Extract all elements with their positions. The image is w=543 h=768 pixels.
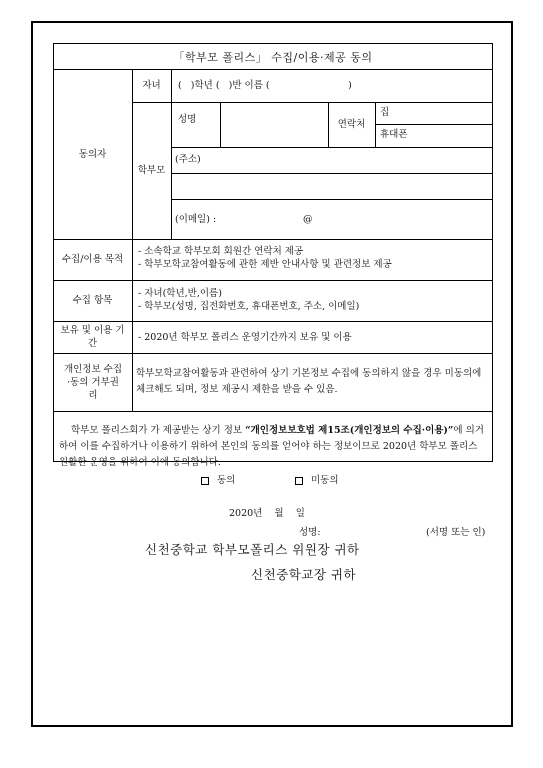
consenter-label: 동의자 xyxy=(78,148,107,160)
collected-items-label: 수집 항목 xyxy=(72,295,113,306)
address-field[interactable] xyxy=(173,174,491,198)
home-phone-label: 집 xyxy=(380,107,390,118)
parent-name-field[interactable] xyxy=(222,103,326,146)
recipient-principal: 신천중학교장 귀하 xyxy=(251,567,357,582)
parent-label: 학부모 xyxy=(137,165,166,176)
contact-label: 연락처 xyxy=(337,119,366,130)
list-item: - 학부모(성명, 집전화번호, 휴대폰번호, 주소, 이메일) xyxy=(138,301,360,312)
list-item: - 소속학교 학부모회 회원간 연락처 제공 xyxy=(138,246,304,257)
purpose-list xyxy=(138,245,488,277)
agree-option[interactable] xyxy=(201,474,271,488)
table-right-border xyxy=(492,69,493,461)
refusal-right-text: 학부모학교참여활동과 관련하여 상기 기본정보 수집에 동의하지 않을 경우 미동의에 체크해도 되며, 정보 제공시 제한을 받을 수 있음. xyxy=(136,368,482,395)
signature-hint: (서명 또는 인) xyxy=(426,527,486,538)
email-at-sign: @ xyxy=(303,214,313,225)
purpose-label: 수집/이용 목적 xyxy=(61,254,124,265)
statement-suffix: 에 의거하여 이를 수집하거나 이용하기 위하여 본인의 동의를 얻어야 하는 정보이므로 2020년 학부모 폴리스 원활한 운영을 위하여 이에 동의합니다. xyxy=(59,425,484,468)
list-item: - 학부모학교참여활동에 관한 제반 안내사항 및 관련정보 제공 xyxy=(138,259,392,270)
form-title: 「학부모 폴리스」 수집/이용·제공 동의 xyxy=(53,43,493,69)
signature-name-label: 성명: xyxy=(299,527,321,538)
agree-label: 동의 xyxy=(217,475,236,486)
child-label: 자녀 xyxy=(142,80,161,91)
parent-name-label: 성명 xyxy=(178,114,197,125)
signature-field[interactable] xyxy=(341,524,425,540)
disagree-option[interactable] xyxy=(295,474,375,488)
consent-statement xyxy=(59,423,489,471)
recipient-committee-chair: 신천중학교 학부모폴리스 위원장 귀하 xyxy=(145,542,360,557)
disagree-label: 미동의 xyxy=(311,475,339,486)
collected-items-list xyxy=(138,287,488,319)
consent-form xyxy=(31,21,513,727)
mobile-phone-label: 휴대폰 xyxy=(380,129,408,140)
child-value: ( )학년 ( )반 이름 ( ) xyxy=(178,80,352,91)
agree-checkbox[interactable] xyxy=(201,477,209,485)
retention-label: 보유 및 이용 기간 xyxy=(60,325,125,349)
retention-text: - 2020년 학부모 폴리스 운영기간까지 보유 및 이용 xyxy=(138,331,352,343)
address-label: (주소) xyxy=(175,154,201,165)
email-label: (이메일) : xyxy=(175,214,217,225)
disagree-checkbox[interactable] xyxy=(295,477,303,485)
statement-law-reference: “개인정보보호법 제15조(개인정보의 수집·이용)” xyxy=(245,425,454,436)
refusal-right-label: 개인정보 수집·동의 거부권리 xyxy=(63,363,123,401)
statement-prefix: 학부모 폴리스회가 가 제공받는 상기 정보 xyxy=(71,425,246,436)
list-item: - 자녀(학년,반,이름) xyxy=(138,288,222,299)
date-line: 2020년 월 일 xyxy=(229,508,305,519)
